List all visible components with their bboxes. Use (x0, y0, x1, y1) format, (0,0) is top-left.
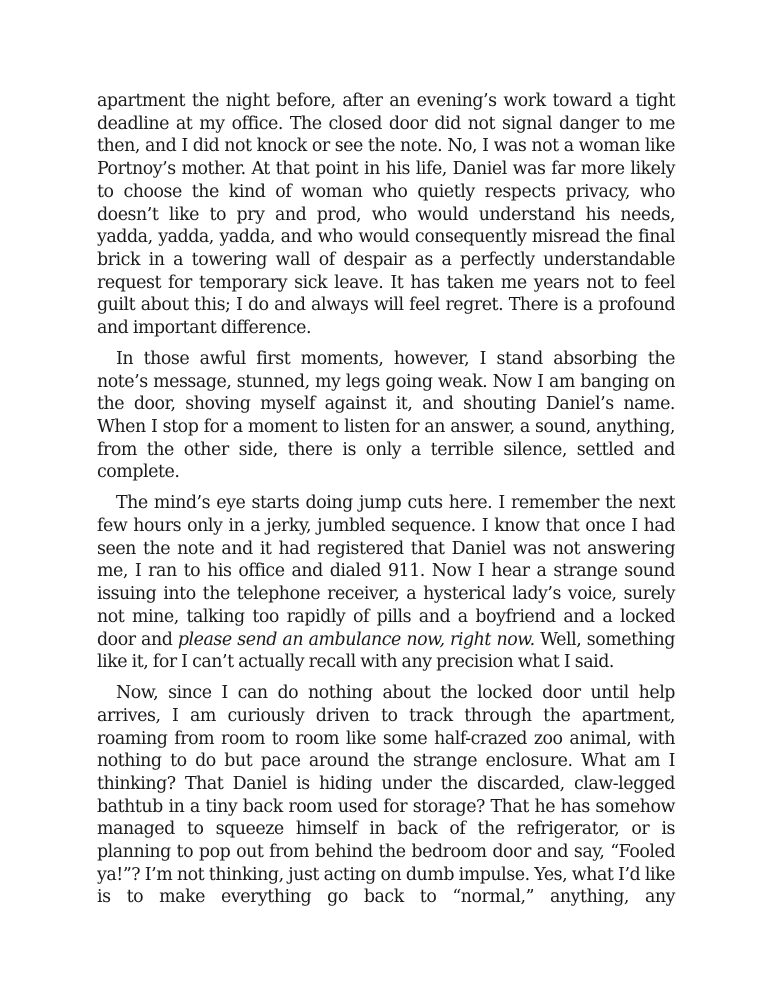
book-page (97, 90, 675, 917)
paragraph-3 (97, 492, 675, 674)
paragraph-2 (97, 348, 675, 484)
paragraph-3-text-start: The mind’s eye starts doing jump cuts here. I remember the next few hours only in a jerky, jumbled sequence. I know that once I had seen the note and it had registered that Daniel was not answering me, I ran to his office and dialed 911. Now I hear a strange sound issuing into the telephone receiver, a hysterical lady’s voice, surely not mine, talking too rapidly of pills and a boyfriend and a locked door and (97, 493, 675, 650)
paragraph-4-text: Now, since I can do nothing about the locked door until help arrives, I am curiously driven to track through the apartment, roaming from room to room like some half-crazed zoo animal, with nothing to do but pace around the strange enclosure. What am I thinking? That Daniel is hiding under the discarded, claw-legged bathtub in a tiny back room used for storage? That he has somehow managed to squeeze himself in back of the refrigerator, or is planning to pop out from behind the bedroom door and say, “Fooled ya!”? I’m not thinking, just acting on dumb impulse. Yes, what I’d like is to make everything go back to “normal,” anything, any (97, 683, 675, 908)
paragraph-3-text-end: Well, something like it, for I can’t actually recall with any precision what I said. (97, 629, 675, 673)
paragraph-1-text: apartment the night before, after an evening’s work toward a tight deadline at my office. The closed door did not signal danger to me then, and I did not knock or see the note. No, I was not a woman like Portnoy’s mother. At that point in his life, Daniel was far more likely to choose the kind of woman who quietly respects privacy, who doesn’t like to pry and prod, who would understand his needs, yadda, yadda, yadda, and who would consequently misread the final brick in a towering wall of despair as a perfectly understandable request for temporary sick leave. It has taken me years not to feel guilt about this; I do and always will feel regret. There is a profound and important difference. (97, 91, 675, 339)
paragraph-2-text: In those awful first moments, however, I stand absorbing the note’s message, stunned, my legs going weak. Now I am banging on the door, shoving myself against it, and shouting Daniel’s name. When I stop for a moment to listen for an answer, a sound, anything, from the other side, there is only a terrible silence, settled and complete. (97, 348, 675, 483)
paragraph-3-italic-phrase: please send an ambulance now, right now. (177, 629, 535, 650)
paragraph-1 (97, 90, 675, 340)
paragraph-4 (97, 682, 675, 909)
